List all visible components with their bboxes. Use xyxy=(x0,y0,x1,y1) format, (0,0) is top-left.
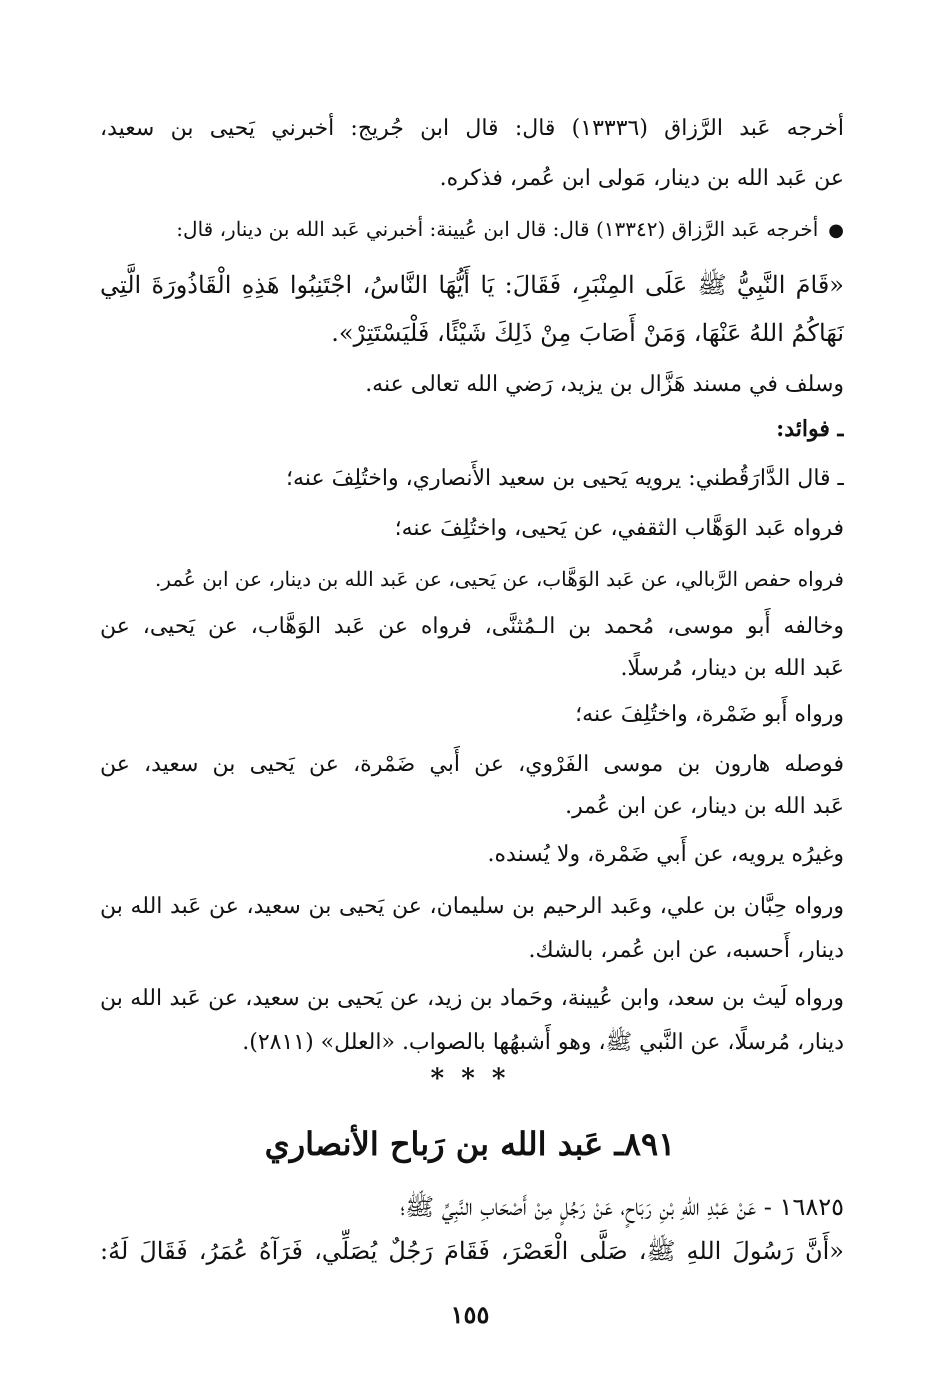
section-separator: * * * xyxy=(430,1064,510,1094)
bullet-icon: ● xyxy=(828,220,844,241)
quote-line: «قَامَ النَّبِيُّ ﷺ عَلَى المِنْبَرِ، فَقَالَ: يَا أَيُّهَا النَّاسُ، اجْتَنِبُوا هَذِهِ الْقَاذُورَةَ الَّتِي xyxy=(100,271,844,299)
text-line: ورواه أَبو ضَمْرة، واختُلِفَ عنه؛ xyxy=(575,702,844,727)
text-line: عن عَبد الله بن دينار، مَولى ابن عُمر، فذكره. xyxy=(439,166,844,191)
text-line: ورواه لَيث بن سعد، وابن عُيينة، وحَماد بن زيد، عن يَحيى بن سعيد، عن عَبد الله بن xyxy=(100,986,844,1011)
quote-line: نَهَاكُمُ اللهُ عَنْهَا، وَمَنْ أَصَابَ مِنْ ذَلِكَ شَيْئًا، فَلْيَسْتَتِرْ». xyxy=(331,319,844,347)
page-number: ١٥٥ xyxy=(450,1300,490,1329)
text-line: وغيرُه يرويه، عن أَبي ضَمْرة، ولا يُسنده. xyxy=(487,842,844,867)
text-line: ورواه حِبَّان بن علي، وعَبد الرحيم بن سليمان، عن يَحيى بن سعيد، عن عَبد الله بن xyxy=(100,894,844,919)
bullet-line xyxy=(100,206,844,252)
text-line: فوصله هارون بن موسى الفَرْوي، عن أَبي ضَمْرة، عن يَحيى بن سعيد، عن xyxy=(100,752,844,777)
text-line: دينار، مُرسلًا، عن النَّبي ﷺ، وهو أَشبهُها بالصواب. «العلل» (٢٨١١). xyxy=(242,1030,844,1055)
text-line: عَبد الله بن دينار، مُرسلًا. xyxy=(620,656,844,681)
text-line: دينار، أَحسبه، عن ابن عُمر، بالشك. xyxy=(528,938,844,963)
text-line: فرواه حفص الرَّبالي، عن عَبد الوَهَّاب، عن يَحيى، عن عَبد الله بن دينار، عن ابن عُمر. xyxy=(154,567,844,591)
section-label: ـ فوائد: xyxy=(776,416,844,442)
text-line: وسلف في مسند هَزَّال بن يزيد، رَضي الله تعالى عنه. xyxy=(365,372,844,397)
text-line: فرواه عَبد الوَهَّاب الثقفي، عن يَحيى، واختُلِفَ عنه؛ xyxy=(394,516,844,541)
hadith-line: «أَنَّ رَسُولَ اللهِ ﷺ، صَلَّى الْعَصْرَ، فَقَامَ رَجُلٌ يُصَلِّي، فَرَآهُ عُمَرُ، فَقَالَ لَهُ: xyxy=(100,1237,844,1265)
text-line: وخالفه أَبو موسى، مُحمد بن الـمُثنَّى، فرواه عن عَبد الوَهَّاب، عن يَحيى، عن xyxy=(100,614,844,639)
text-line: أخرجه عَبد الرَّزاق (١٣٣٤٢) قال: قال ابن عُيينة: أخبرني عَبد الله بن دينار، قال: xyxy=(176,217,819,241)
hadith-line: ١٦٨٢٥ - عَنْ عَبْدِ اللهِ بْنِ رَبَاحٍ، عَنْ رَجُلٍ مِنْ أَصْحَابِ النَّبِيِّ ﷺ؛ xyxy=(400,1193,844,1221)
text-line: عَبد الله بن دينار، عن ابن عُمر. xyxy=(565,794,844,819)
text-line: ـ قال الدَّارَقُطني: يرويه يَحيى بن سعيد الأَنصاري، واختُلِفَ عنه؛ xyxy=(286,466,844,491)
chapter-heading: ٨٩١ـ عَبد الله بن رَباح الأنصاري xyxy=(264,1125,676,1163)
text-line: أخرجه عَبد الرَّزاق (١٣٣٣٦) قال: قال ابن جُريج: أخبرني يَحيى بن سعيد، xyxy=(100,116,844,141)
